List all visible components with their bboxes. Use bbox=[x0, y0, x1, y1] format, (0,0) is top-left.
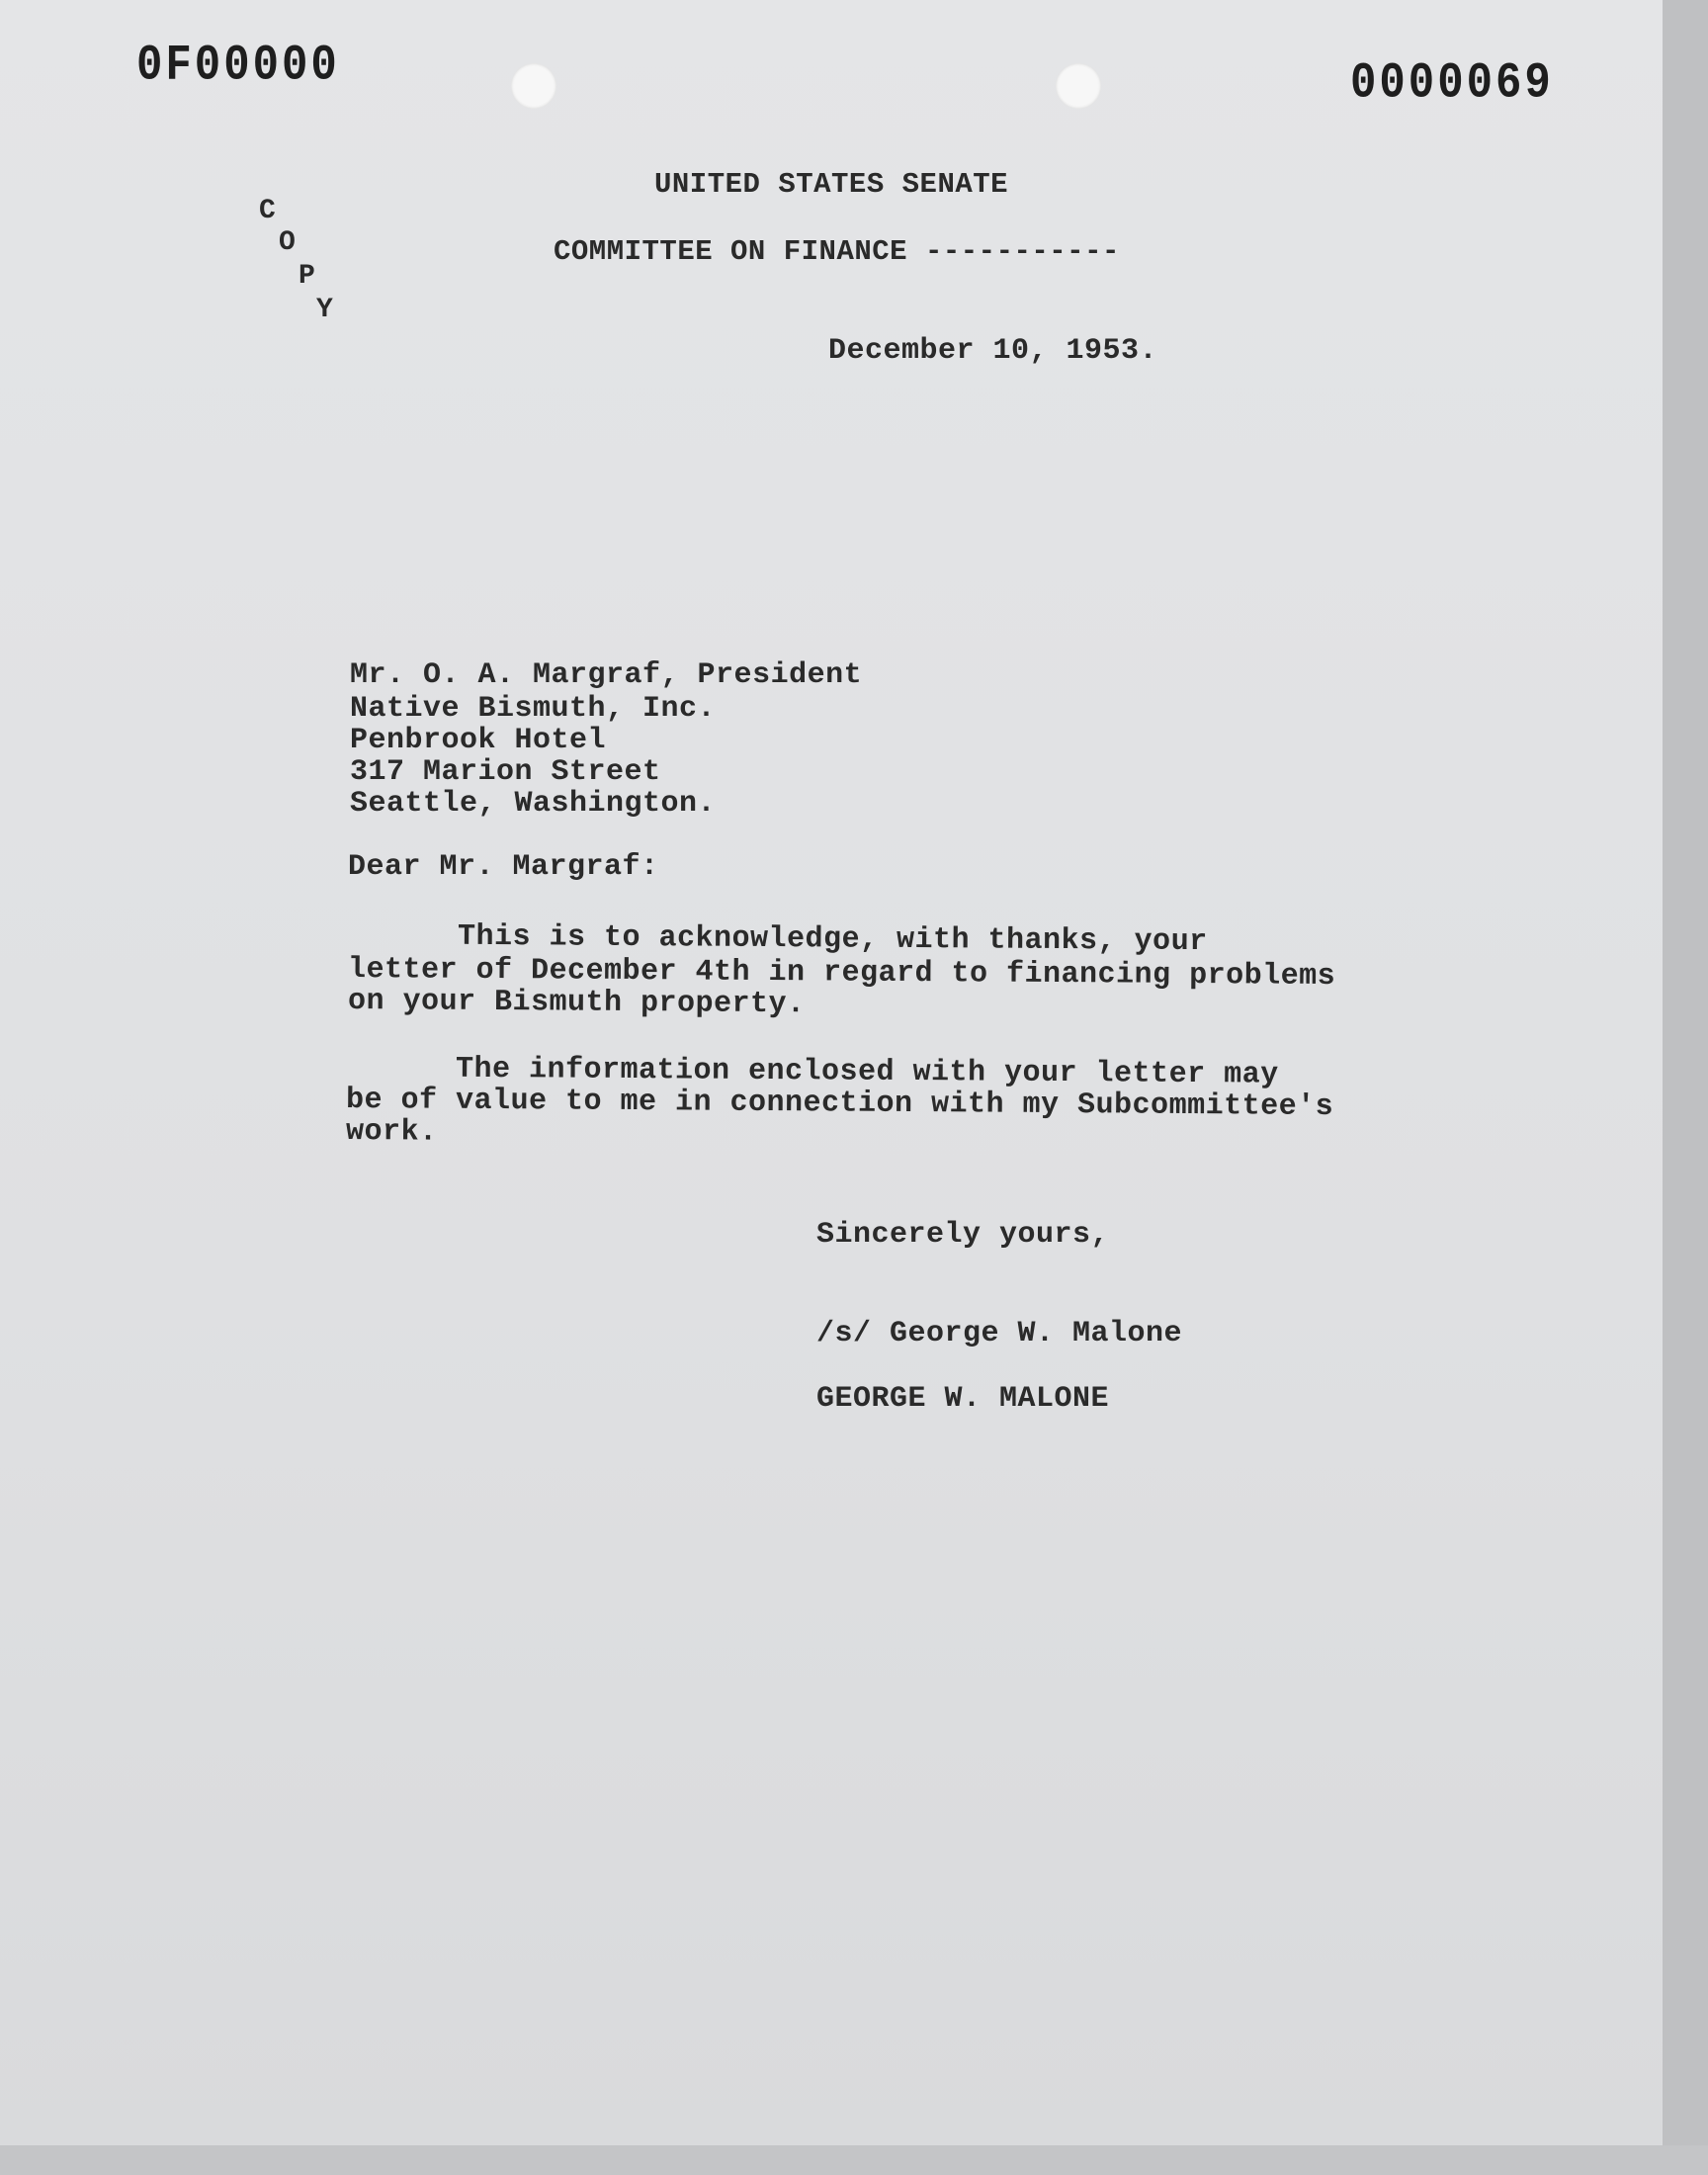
copy-mark-o: O bbox=[279, 227, 296, 258]
copy-mark-p: P bbox=[299, 261, 315, 292]
paragraph1-line1: This is to acknowledge, with thanks, your bbox=[347, 919, 1208, 960]
copy-mark-y: Y bbox=[316, 295, 333, 325]
salutation: Dear Mr. Margraf: bbox=[348, 850, 659, 884]
letter-date: December 10, 1953. bbox=[828, 334, 1158, 368]
punch-hole-left bbox=[511, 63, 556, 109]
stamp-number-left: 0F00000 bbox=[136, 38, 340, 95]
letterhead-senate: UNITED STATES SENATE bbox=[654, 168, 1009, 201]
typed-signer-name: GEORGE W. MALONE bbox=[816, 1382, 1110, 1416]
letterhead-committee: COMMITTEE ON FINANCE ----------- bbox=[554, 235, 1120, 268]
recipient-street: 317 Marion Street bbox=[350, 755, 661, 789]
punch-hole-right bbox=[1056, 63, 1101, 109]
scan-edge bbox=[1663, 0, 1708, 2175]
recipient-city: Seattle, Washington. bbox=[350, 787, 717, 821]
stamp-number-right: 0000069 bbox=[1350, 55, 1554, 113]
paragraph2-line3: work. bbox=[345, 1115, 438, 1150]
paragraph2-line1: The information enclosed with your letter may bbox=[345, 1052, 1279, 1092]
recipient-hotel: Penbrook Hotel bbox=[350, 724, 607, 757]
signature-conformed: /s/ George W. Malone bbox=[816, 1317, 1183, 1350]
paragraph1-line2: letter of December 4th in regard to financing problems bbox=[347, 953, 1336, 994]
closing: Sincerely yours, bbox=[816, 1218, 1110, 1252]
paragraph2-line2: be of value to me in connection with my Subcommittee's bbox=[345, 1084, 1334, 1124]
paragraph1-line3: on your Bismuth property. bbox=[347, 985, 806, 1022]
recipient-name: Mr. O. A. Margraf, President bbox=[350, 658, 863, 692]
scan-bottom-edge bbox=[0, 2145, 1708, 2175]
recipient-company: Native Bismuth, Inc. bbox=[350, 692, 717, 726]
copy-mark-c: C bbox=[259, 196, 276, 226]
